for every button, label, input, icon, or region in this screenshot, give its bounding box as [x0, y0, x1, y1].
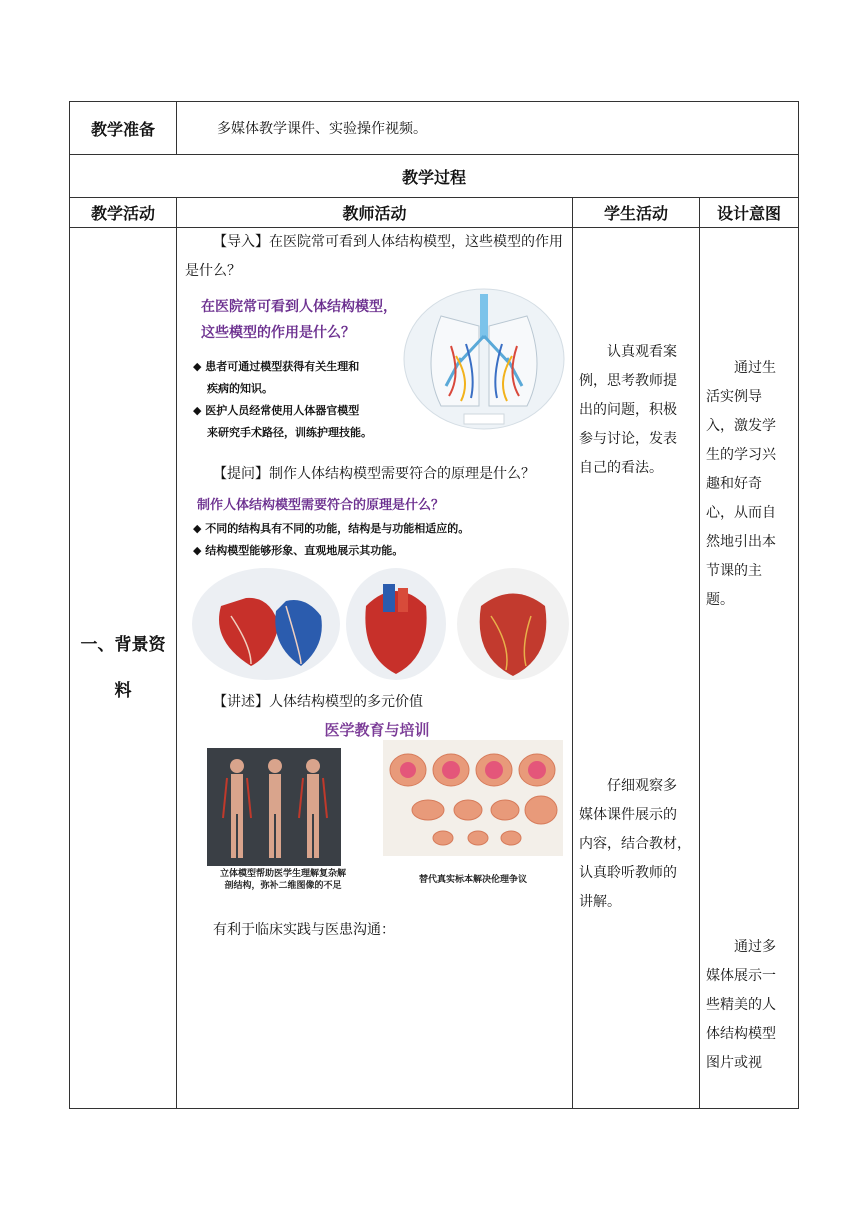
section-label [70, 228, 177, 1109]
slide-intro [183, 286, 571, 452]
slide3-caption-left-line2: 剖结构，弥补二维图像的不足 [224, 881, 342, 891]
slide3-caption-left-line1: 立体模型帮助医学生理解复杂解 [219, 869, 346, 879]
student-line: 媒体课件展示的 [579, 807, 677, 823]
slide3-caption-right: 替代真实标本解决伦理争议 [418, 875, 527, 885]
slide1-bullet1-line2: 疾病的知识。 [207, 382, 273, 395]
intent-line: 图片或视 [706, 1055, 762, 1071]
header-intent: 设计意图 [700, 198, 799, 228]
intent-line: 通过多 [734, 939, 776, 955]
closing-paragraph: 有利于临床实践与医患沟通： [213, 922, 395, 938]
design-intent-cell [700, 228, 799, 1109]
student-activity-cell [573, 228, 700, 1109]
slide-medical-education [183, 716, 571, 900]
intent-line: 然地引出本 [706, 534, 776, 550]
intent-line: 生的学习兴 [706, 447, 776, 463]
slide3-title: 医学教育与培训 [324, 721, 430, 739]
header-student: 学生活动 [573, 198, 700, 228]
slide1-bullet2-line1: 医护人员经常使用人体器官模型 [205, 404, 360, 417]
slide2-bullet2: 结构模型能够形象、直观地展示其功能。 [205, 544, 404, 557]
slide1-question-line1: 在医院常可看到人体结构模型， [201, 299, 397, 315]
intent-line: 趣和好奇 [706, 476, 762, 492]
slide1-bullet1-line1: 患者可通过模型获得有关生理和 [205, 360, 360, 373]
student-line: 出的问题，积极 [579, 402, 677, 418]
section-label-line2: 料 [114, 681, 132, 701]
lung-model-image [401, 286, 567, 432]
student-line: 参与讨论，发表 [579, 431, 677, 447]
lecture-paragraph: 【讲述】人体结构模型的多元价值 [213, 694, 423, 710]
intent-line: 题。 [706, 592, 734, 608]
slide1-question-line2: 这些模型的作用是什么？ [201, 325, 355, 341]
slide1-bullet2-line2: 来研究手术路径，训练护理技能。 [207, 426, 372, 439]
slide2-question: 制作人体结构模型需要符合的原理是什么？ [197, 498, 445, 513]
skeleton-muscle-image [207, 748, 341, 866]
intent-block-1 [706, 354, 792, 615]
student-line: 讲解。 [579, 894, 621, 910]
slide2-bullet1: 不同的结构具有不同的功能，结构是与功能相适应的。 [205, 522, 470, 535]
intent-line: 媒体展示一 [706, 968, 776, 984]
student-block-2 [579, 772, 693, 917]
bullet-diamond-icon: ◆ [193, 360, 206, 373]
student-line: 认真聆听教师的 [579, 865, 677, 881]
ask-paragraph: 【提问】制作人体结构模型需要符合的原理是什么？ [213, 466, 535, 482]
intent-line: 活实例导 [706, 389, 762, 405]
intent-line: 入，激发学 [706, 418, 776, 434]
intent-line: 体结构模型 [706, 1026, 776, 1042]
heart-models-image [191, 566, 569, 682]
process-title: 教学过程 [70, 155, 799, 198]
student-line: 内容，结合教材， [579, 836, 691, 852]
teacher-activity-cell [177, 228, 573, 1109]
intent-line: 通过生 [734, 360, 776, 376]
section-label-line1: 一、背景资 [80, 635, 166, 655]
student-line: 仔细观察多 [607, 778, 677, 794]
prep-label: 教学准备 [70, 102, 177, 155]
student-line: 自己的看法。 [579, 460, 663, 476]
header-teacher: 教师活动 [177, 198, 573, 228]
student-line: 认真观看案 [607, 344, 677, 360]
prep-text: 多媒体教学课件、实验操作视频。 [177, 102, 799, 155]
intent-line: 心，从而自 [706, 505, 776, 521]
embryo-model-image [383, 740, 563, 856]
lesson-plan-table [69, 101, 799, 1109]
student-block-1 [579, 338, 693, 483]
student-line: 例，思考教师提 [579, 373, 677, 389]
slide-principle [183, 494, 571, 684]
bullet-diamond-icon: ◆ [193, 544, 206, 557]
intent-line: 节课的主 [706, 563, 762, 579]
intro-paragraph: 【导入】在医院常可看到人体结构模型，这些模型的作用是什么？ [185, 234, 563, 279]
intent-block-2 [706, 933, 792, 1078]
bullet-diamond-icon: ◆ [193, 522, 206, 535]
intent-line: 些精美的人 [706, 997, 776, 1013]
header-activity: 教学活动 [70, 198, 177, 228]
bullet-diamond-icon: ◆ [193, 404, 206, 417]
